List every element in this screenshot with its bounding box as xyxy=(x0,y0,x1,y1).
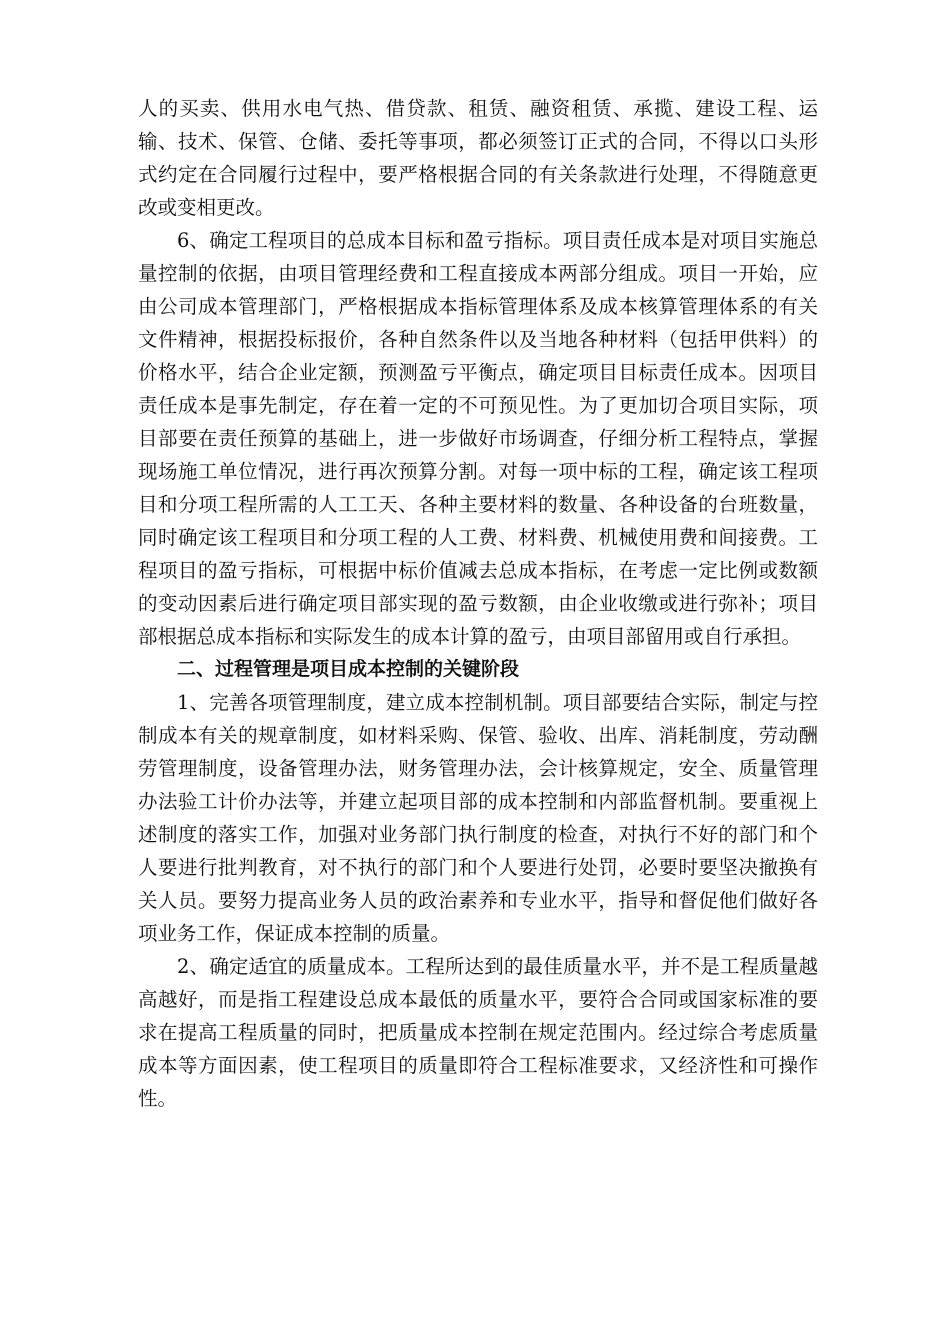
paragraph-item-6-cost-target: 6、确定工程项目的总成本目标和盈亏指标。项目责任成本是对项目实施总量控制的依据，由项目管理经费和工程直接成本两部分组成。项目一开始，应由公司成本管理部门，严格根据成本指标管理体系及成本核算管理体系的有关文件精神，根据投标报价，各种自然条件以及当地各种材料（包括甲供料）的价格水平，结合企业定额，预测盈亏平衡点，确定项目目标责任成本。因项目责任成本是事先制定，存在着一定的不可预见性。为了更加切合项目实际，项目部要在责任预算的基础上，进一步做好市场调查，仔细分析工程特点，掌握现场施工单位情况，进行再次预算分割。对每一项中标的工程，确定该工程项目和分项工程所需的人工工天、各种主要材料的数量、各种设备的台班数量，同时确定该工程项目和分项工程的人工费、材料费、机械使用费和间接费。工程项目的盈亏指标，可根据中标价值减去总成本指标，在考虑一定比例或数额的变动因素后进行确定项目部实现的盈亏数额，由企业收缴或进行弥补；项目部根据总成本指标和实际发生的成本计算的盈亏，由项目部留用或自行承担。 xyxy=(138,229,818,648)
paragraph-item-1-management-system: 1、完善各项管理制度，建立成本控制机制。项目部要结合实际，制定与控制成本有关的规章制度，如材料采购、保管、验收、出库、消耗制度，劳动酬劳管理制度，设备管理办法，财务管理办法，会计核算规定，安全、质量管理办法验工计价办法等，并建立起项目部的成本控制和内部监督机制。要重视上述制度的落实工作，加强对业务部门执行制度的检查，对执行不好的部门和个人要进行批判教育，对不执行的部门和个人要进行处罚，必要时要坚决撤换有关人员。要努力提高业务人员的政治素养和专业水平，指导和督促他们做好各项业务工作，保证成本控制的质量。 xyxy=(138,691,818,945)
paragraph-item-2-quality-cost: 2、确定适宜的质量成本。工程所达到的最佳质量水平，并不是工程质量越高越好，而是指工程建设总成本最低的质量水平，要符合合同或国家标准的要求在提高工程质量的同时，把质量成本控制在规定范围内。经过综合考虑质量成本等方面因素，使工程项目的质量即符合工程标准要求，又经济性和可操作性。 xyxy=(138,955,818,1110)
section-heading-process-management: 二、过程管理是项目成本控制的关键阶段 xyxy=(177,658,520,680)
document-page xyxy=(138,92,818,1115)
paragraph-contract-continuation: 人的买卖、供用水电气热、借贷款、租赁、融资租赁、承揽、建设工程、运输、技术、保管、仓储、委托等事项，都必须签订正式的合同，不得以口头形式约定在合同履行过程中，要严格根据合同的有关条款进行处理，不得随意更改或变相更改。 xyxy=(138,97,818,219)
